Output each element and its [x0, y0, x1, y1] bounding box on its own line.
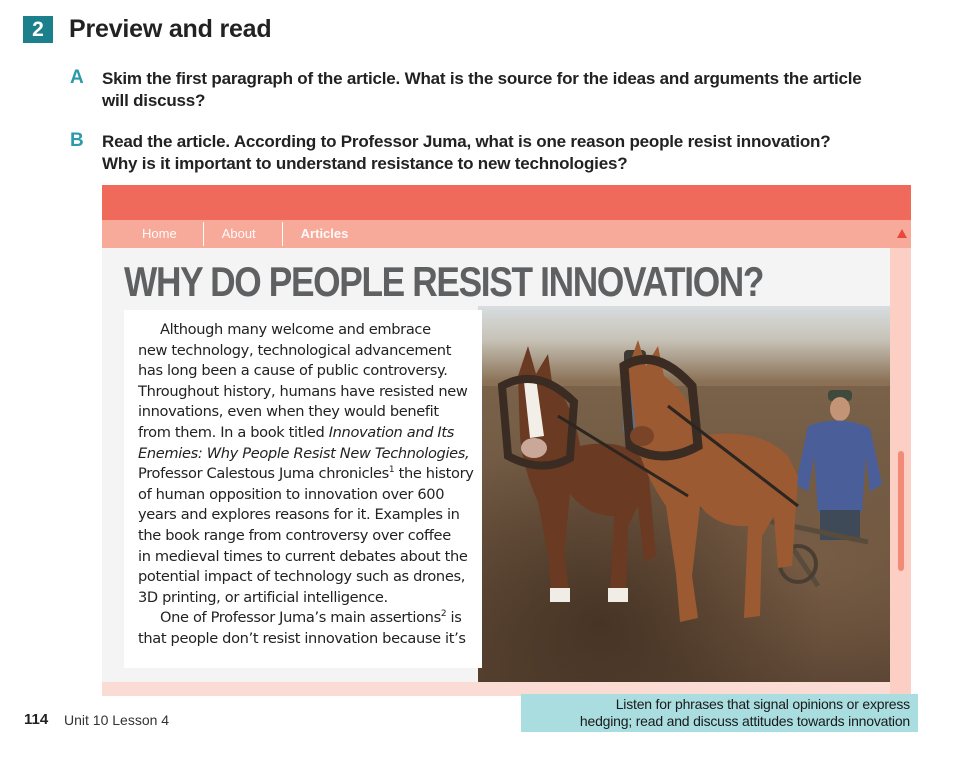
- task-b: [70, 131, 930, 175]
- right-farmer-figure: [796, 390, 882, 540]
- section-number-badge: 2: [23, 16, 53, 43]
- article-headline: WHY DO PEOPLE RESIST INNOVATION?: [124, 258, 764, 305]
- task-b-line-1: Read the article. According to Professor Juma, what is one reason people resist innovation?: [102, 132, 831, 151]
- article-line: in medieval times to current debates about the: [138, 547, 468, 565]
- article-line: [138, 464, 474, 485]
- footnote-2-marker[interactable]: 2: [440, 609, 447, 620]
- objective-line-2: hedging; read and discuss attitudes towards innovation: [579, 713, 910, 729]
- horses-illustration: [478, 306, 890, 682]
- browser-top-bar: [102, 185, 911, 220]
- browser-nav-bar: [102, 220, 911, 248]
- article-line: new technology, technological advancement: [138, 341, 452, 359]
- article-line: potential impact of technology such as drones,: [138, 568, 465, 586]
- section-title: Preview and read: [69, 15, 272, 43]
- scrollbar-thumb[interactable]: [898, 451, 904, 571]
- article-line: Although many welcome and embrace: [160, 321, 431, 338]
- article-line: that people don’t resist innovation because it’s: [138, 629, 466, 647]
- article-text-box: [124, 310, 482, 668]
- task-a-line-2: will discuss?: [102, 91, 206, 110]
- browser-window: [102, 185, 911, 696]
- article-text: One of Professor Juma’s main assertions: [160, 609, 441, 627]
- article-line: of human opposition to innovation over 600: [138, 485, 445, 503]
- book-title-part-2: Enemies: Why People Resist New Technologies,: [138, 444, 470, 462]
- article-line: [138, 608, 468, 629]
- article-text: from them. In a book titled: [138, 423, 325, 441]
- nav-articles-link[interactable]: Articles: [300, 226, 349, 241]
- nav-home-link[interactable]: Home: [126, 222, 204, 246]
- article-line: Throughout history, humans have resisted new: [138, 382, 468, 400]
- article-line: the book range from controversy over coffee: [138, 526, 451, 544]
- task-a-line-1: Skim the first paragraph of the article. What is the source for the ideas and arguments the article: [102, 69, 862, 88]
- lesson-objective-box: [521, 694, 918, 732]
- task-text-a: [102, 68, 930, 112]
- task-text-b: [102, 131, 930, 175]
- unit-lesson-label: Unit 10 Lesson 4: [64, 712, 170, 728]
- article-text: Professor Calestous Juma chronicles: [138, 465, 389, 483]
- article-body: [138, 320, 474, 650]
- nav-about-link[interactable]: About: [204, 222, 283, 246]
- task-letter-b: B: [70, 130, 84, 151]
- article-line: 3D printing, or artificial intelligence.: [138, 588, 388, 606]
- task-b-line-2: Why is it important to understand resistance to new technologies?: [102, 154, 628, 173]
- article-line: [138, 423, 468, 444]
- horses-plowing-field-photo: [478, 306, 890, 682]
- objective-line-1: Listen for phrases that signal opinions or express: [615, 696, 910, 712]
- article-text: is: [450, 609, 462, 627]
- task-a: [70, 68, 930, 112]
- triangle-up-icon[interactable]: [897, 229, 907, 238]
- article-page: [102, 248, 890, 682]
- article-text: the history: [398, 465, 474, 483]
- footnote-1-marker[interactable]: 1: [388, 465, 395, 476]
- article-line: innovations, even when they would benefit: [138, 403, 439, 421]
- task-letter-a: A: [70, 67, 84, 88]
- article-line: years and explores reasons for it. Examples in: [138, 506, 460, 524]
- page-number: 114: [24, 711, 49, 728]
- book-title-part-1: Innovation and Its: [328, 423, 455, 441]
- article-line: [138, 444, 468, 465]
- article-line: has long been a cause of public controversy.: [138, 362, 448, 380]
